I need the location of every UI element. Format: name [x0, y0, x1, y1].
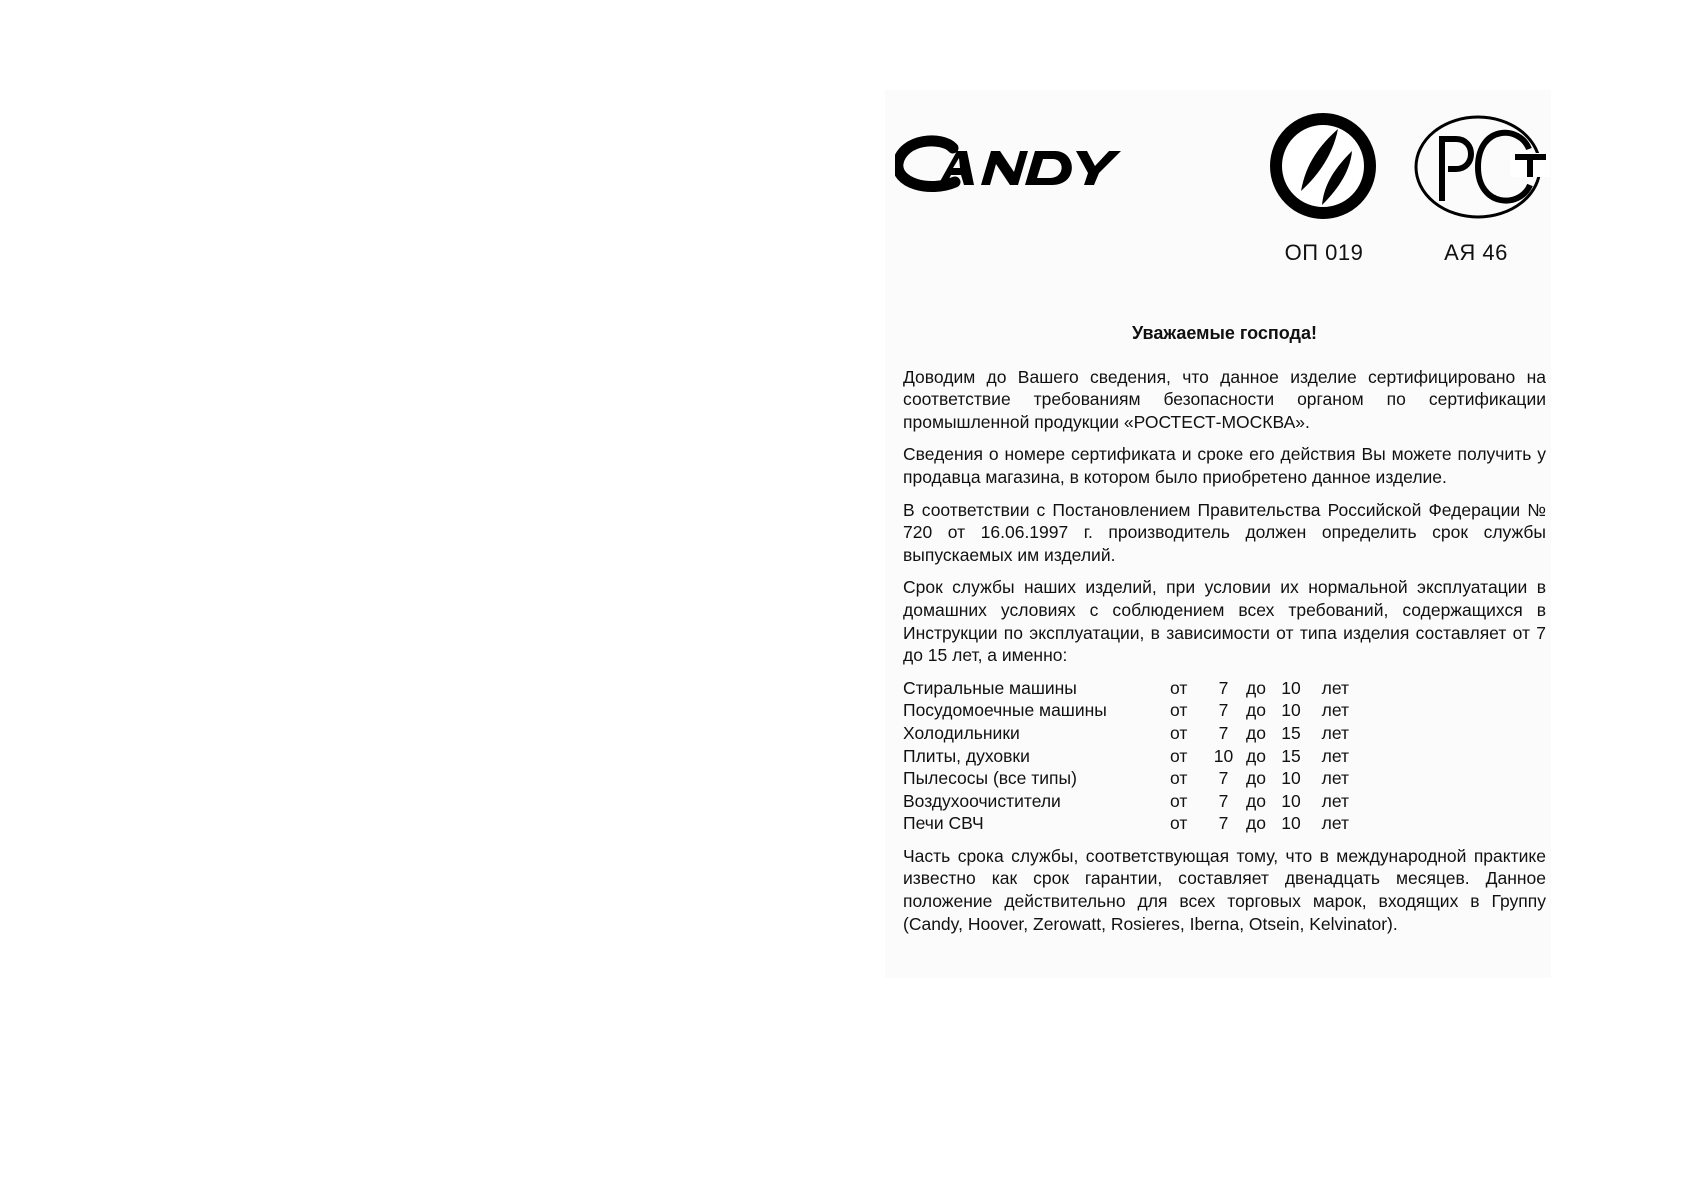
table-row — [903, 677, 1546, 700]
product-name: Холодильники — [903, 722, 1020, 743]
years-word: лет — [1321, 700, 1349, 721]
years-from: 7 — [1218, 700, 1229, 721]
table-row — [903, 767, 1546, 790]
to-word: до — [1246, 813, 1266, 834]
years-to: 15 — [1281, 722, 1301, 743]
to-word: до — [1246, 700, 1266, 721]
to-word: до — [1246, 768, 1266, 789]
table-row — [903, 722, 1546, 745]
table-row — [903, 745, 1546, 768]
ukraine-certification-mark-icon — [1270, 113, 1376, 219]
years-from: 7 — [1218, 813, 1229, 834]
from-word: от — [1170, 813, 1188, 834]
years-to: 10 — [1281, 813, 1301, 834]
from-word: от — [1170, 677, 1188, 698]
from-word: от — [1170, 722, 1188, 743]
table-row — [903, 790, 1546, 813]
greeting-heading: Уважаемые господа! — [1132, 323, 1317, 343]
years-from: 10 — [1213, 745, 1234, 766]
from-word: от — [1170, 700, 1188, 721]
to-word: до — [1246, 677, 1266, 698]
paragraph-certificate-info: Сведения о номере сертификата и сроке его действия Вы можете получить у продавца магазина, в котором было приобретено данное изделие. — [903, 444, 1546, 487]
years-word: лет — [1321, 813, 1349, 834]
from-word: от — [1170, 790, 1188, 811]
years-to: 10 — [1281, 768, 1301, 789]
paragraph-certification: Доводим до Вашего сведения, что данное изделие сертифицировано на соответствие требованиям безопасности органом по сертификации промышленной продукции «РОСТЕСТ-МОСКВА». — [903, 366, 1546, 432]
years-word: лет — [1321, 745, 1349, 766]
paragraph-warranty: Часть срока службы, соответствующая тому, что в международной практике известно как срок гарантии, составляет двенадцать месяцев. Данное положение действительно для всех торговых марок, входящих в Группу (Candy, Hoover, Zerowatt, Rosieres, Iberna, Otsein, Kelvinator). — [903, 845, 1546, 934]
table-row — [903, 812, 1546, 835]
product-name: Посудомоечные машины — [903, 700, 1107, 721]
candy-logo — [895, 135, 1145, 197]
years-from: 7 — [1218, 722, 1229, 743]
product-name: Печи СВЧ — [903, 813, 984, 834]
paragraph-service-life: Срок службы наших изделий, при условии их нормальной эксплуатации в домашних условиях с соблюдением всех требований, содержащихся в Инструкции по эксплуатации, в зависимости от типа изделия составляет от 7 до 15 лет, а именно: — [903, 577, 1546, 666]
years-word: лет — [1321, 768, 1349, 789]
product-name: Воздухоочистители — [903, 790, 1061, 811]
years-from: 7 — [1218, 790, 1229, 811]
to-word: до — [1246, 790, 1266, 811]
years-word: лет — [1321, 722, 1349, 743]
paragraph-resolution: В соответствии с Постановлением Правительства Российской Федерации № 720 от 16.06.1997 г. производитель должен определить срок службы выпускаемых им изделий. — [903, 499, 1546, 565]
from-word: от — [1170, 768, 1188, 789]
to-word: до — [1246, 722, 1266, 743]
years-from: 7 — [1218, 768, 1229, 789]
certification-code-1: ОП 019 — [1284, 240, 1364, 265]
to-word: до — [1246, 745, 1266, 766]
years-to: 10 — [1281, 700, 1301, 721]
years-to: 10 — [1281, 790, 1301, 811]
years-from: 7 — [1218, 677, 1229, 698]
certification-code-2: АЯ 46 — [1444, 240, 1508, 265]
product-name: Стиральные машины — [903, 677, 1077, 698]
document-body — [903, 322, 1546, 945]
years-to: 10 — [1281, 677, 1301, 698]
product-name: Пылесосы (все типы) — [903, 768, 1077, 789]
product-name: Плиты, духовки — [903, 745, 1030, 766]
years-word: лет — [1321, 677, 1349, 698]
table-row — [903, 699, 1546, 722]
service-life-table — [903, 677, 1546, 835]
from-word: от — [1170, 745, 1188, 766]
rostest-pct-mark-icon — [1412, 113, 1552, 223]
years-word: лет — [1321, 790, 1349, 811]
years-to: 15 — [1281, 745, 1301, 766]
